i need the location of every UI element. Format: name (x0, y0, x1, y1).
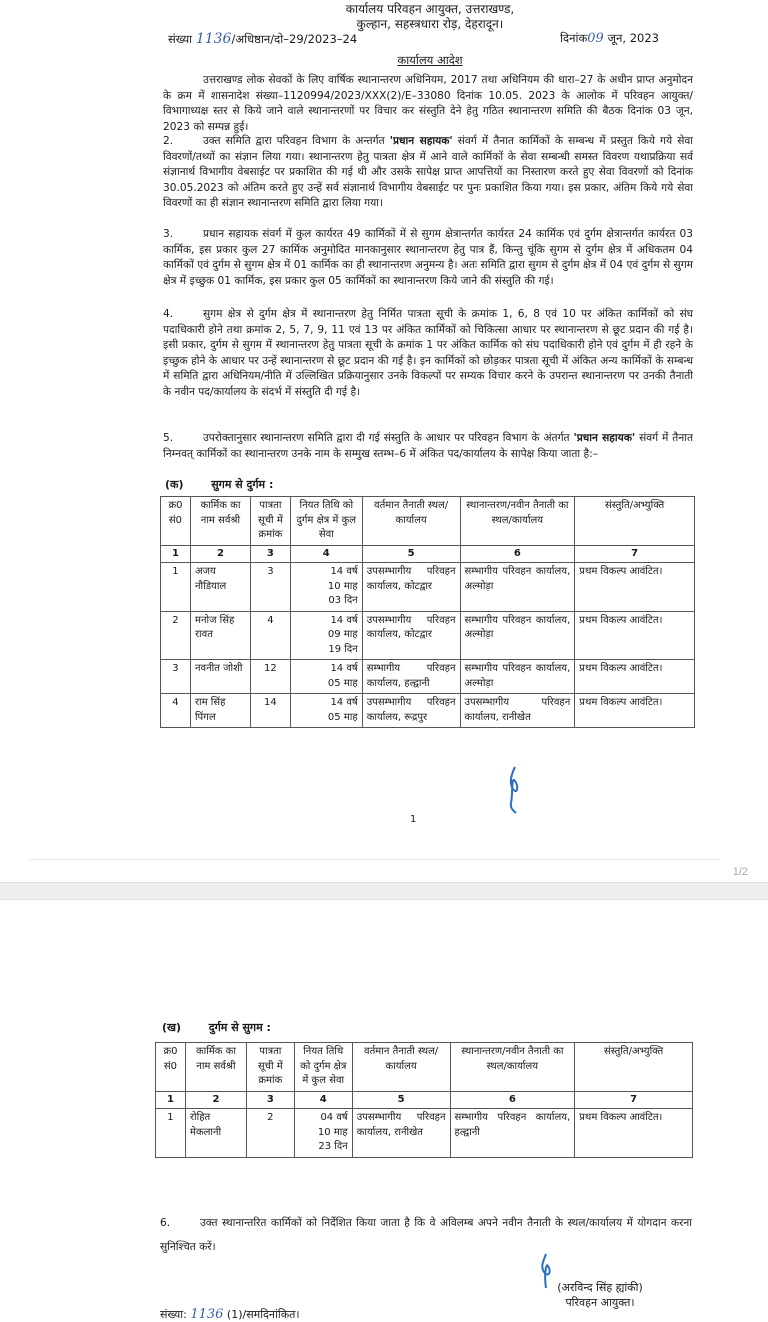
reference-number (168, 31, 357, 47)
paragraph-1 (163, 73, 693, 135)
column-number: 5 (362, 545, 460, 563)
order-date (560, 31, 659, 46)
paragraph-6-text: उक्त स्थानान्तरित कार्मिकों को निर्देशित किया जाता है कि वे अविलम्ब अपने नवीन तैनाती के स्थल/कार्यालय में योगदान करना सुनिश्चित करें। (160, 1217, 692, 1253)
cell-remark: प्रथम विकल्प आवंटित। (575, 1109, 693, 1158)
column-number: 1 (161, 545, 191, 563)
cell-serial-number: 1 (161, 563, 191, 612)
column-number: 7 (575, 545, 695, 563)
transfer-table-durgam-to-sugam (155, 1042, 693, 1158)
signature-initial (505, 765, 525, 815)
service-part: 03 दिन (328, 595, 358, 606)
column-number: 6 (450, 1091, 575, 1109)
bottom-ref-suffix: (1)/समदिनांकित। (226, 1308, 300, 1321)
transfer-table-sugam-to-durgam (160, 496, 695, 728)
col-header-remark: संस्तुति/अभ्युक्ति (575, 497, 695, 546)
service-part: 09 माह (327, 629, 358, 640)
paragraph-3-text: प्रधान सहायक संवर्ग में कुल कार्यरत 49 कार्मिकों में से सुगम क्षेत्रान्तर्गत कार्यरत 24 कार्मिक एवं दुर्गम क्षेत्रान्तर्गत कार्यरत 03 कार्मिक, इस प्रकार कुल 27 कार्मिक अनुमोदित मानकानुसार स्थानान्तरण हेतु पात्र हैं, किन्तु चूंकि सुगम से दुर्गम क्षेत्र में अधिकतम 04 कार्मिकों एवं दुर्गम से सुगम क्षेत्र में 01 कार्मिक का ही स्थानान्तरण अनुमन्य है। अतः समिति द्वारा सुगम से दुर्गम क्षेत्र में 04 एवं दुर्गम से सुगम क्षेत्र में इच्छुक 01 कार्मिक, इस प्रकार कुल 05 कार्मिकों का स्थानान्तरण किये जाने की संस्तुति की गई। (163, 228, 693, 287)
paragraph-5-text-b: संवर्ग में तैनात निम्नवत् कार्मिकों का स्थानान्तरण उनके नाम के सम्मुख स्तम्भ–6 में अंकित पद/कार्यालय के सापेक्ष किया जाता है:– (163, 432, 693, 460)
cell-list-number: 3 (250, 563, 290, 612)
table-row (161, 694, 695, 728)
col-header-name: कार्मिक का नाम सर्वश्री (185, 1043, 246, 1092)
col-header-sn: क्र0 सं0 (161, 497, 191, 546)
paragraph-3 (163, 227, 693, 289)
cell-new-posting: सम्भागीय परिवहन कार्यालय, अल्मोड़ा (460, 611, 575, 660)
cell-list-number: 12 (250, 660, 290, 694)
cell-list-number: 4 (250, 611, 290, 660)
page-bottom-divider (30, 859, 720, 860)
cell-remark: प्रथम विकल्प आवंटित। (575, 611, 695, 660)
cell-list-number: 14 (250, 694, 290, 728)
table-row (156, 1109, 693, 1158)
order-title: कार्यालय आदेश (397, 53, 463, 67)
office-address: कुल्हान, सहस्त्रधारा रोड़, देहरादून। (356, 17, 504, 31)
paragraph-4-text: सुगम क्षेत्र से दुर्गम क्षेत्र में स्थानान्तरण हेतु निर्मित पात्रता सूची के क्रमांक 1, 6, 8 एवं 10 पर अंकित कार्मिकों को संघ पदाधिकारी होने तथा क्रमांक 2, 5, 7, 9, 11 एवं 13 पर अंकित कार्मिकों को चिकित्सा आधार पर स्थानान्तरण से छूट प्रदान की गई है। इसी प्रकार, दुर्गम से सुगम में स्थानान्तरण हेतु पात्रता सूची के क्रमांक 1 पर अंकित कार्मिक को संघ पदाधिकारी होने एवं दुर्गम में ही रहने के इच्छुक होने के आधार पर उन्हें स्थानान्तरण से छूट प्रदान की गई है। इन कार्मिकों को छोड़कर पात्रता सूची में अंकित अन्य कार्मिकों के सम्बन्ध में समिति द्वारा अधिनियम/नीति में उल्लिखित प्रक्रियानुसार उनके विकल्पों पर सम्यक विचार करने के उपरान्त स्थानान्तरण पर उनकी तैनाती के नवीन पद/कार्यालय के संदर्भ में संस्तुति दी गई है। (163, 308, 693, 398)
page-footer-number: 1 (410, 814, 417, 825)
cell-current-posting: उपसम्भागीय परिवहन कार्यालय, कोटद्वार (362, 611, 460, 660)
bottom-ref-number-handwritten: 1136 (190, 1307, 224, 1322)
col-header-current-posting: वर्तमान तैनाती स्थल/कार्यालय (362, 497, 460, 546)
paragraph-5 (163, 431, 693, 462)
col-header-current-posting: वर्तमान तैनाती स्थल/कार्यालय (352, 1043, 450, 1092)
cell-new-posting: उपसम्भागीय परिवहन कार्यालय, रानीखेत (460, 694, 575, 728)
cell-serial-number: 1 (156, 1109, 186, 1158)
col-header-sn: क्र0 सं0 (156, 1043, 186, 1092)
table-row (161, 611, 695, 660)
cell-serial-number: 2 (161, 611, 191, 660)
page-separator (0, 882, 768, 900)
cell-remark: प्रथम विकल्प आवंटित। (575, 660, 695, 694)
paragraph-number: 5. (163, 432, 174, 444)
paragraph-number: 3. (163, 228, 174, 240)
section-a-title: सुगम से दुर्गम : (211, 478, 274, 491)
section-a-label (165, 477, 273, 492)
cell-new-posting: सम्भागीय परिवहन कार्यालय, अल्मोड़ा (460, 660, 575, 694)
cell-current-posting: उपसम्भागीय परिवहन कार्यालय, कोटद्वार (362, 563, 460, 612)
cadre-name: 'प्रधान सहायक' (573, 432, 636, 444)
section-b-title: दुर्गम से सुगम : (208, 1021, 271, 1034)
paragraph-1-text: उत्तराखण्ड लोक सेवकों के लिए वार्षिक स्थानान्तरण अधिनियम, 2017 तथा अधिनियम की धारा–27 के अधीन प्राप्त अनुमोदन के क्रम में शासनादेश संख्या–1120994/2023/XXX(2)/E–33080 दिनांक 10.05. 2023 के आलोक में परिवहन आयुक्त/विभागाध्यक्ष स्तर से किये जाने वाले स्थानान्तरणों पर विचार कर संस्तुति देने हेतु गठित स्थानान्तरण समिति की बैठक दिनांक 03 जून, 2023 को सम्पन्न हुई। (163, 74, 693, 133)
service-part: 10 माह (317, 1126, 348, 1138)
column-number: 6 (460, 545, 575, 563)
table-body (156, 1109, 693, 1158)
column-number: 2 (190, 545, 250, 563)
cell-list-number: 2 (246, 1109, 294, 1158)
service-part: 10 माह (327, 580, 358, 592)
signatory-block (500, 1280, 700, 1310)
signatory-designation: परिवहन आयुक्त। (565, 1296, 635, 1309)
col-header-remark: संस्तुति/अभ्युक्ति (575, 1043, 693, 1092)
paragraph-4 (163, 307, 693, 400)
paragraph-2-text-a: उक्त समिति द्वारा परिवहन विभाग के अन्तर्गत (203, 135, 385, 147)
signatory-name: (अरविन्द सिंह ह्यांकी) (557, 1281, 643, 1294)
cell-service-duration (290, 563, 362, 612)
document-page-2 (0, 900, 768, 1320)
paragraph-6 (160, 1211, 692, 1259)
cell-employee-name: मनोज सिंह रावत (190, 611, 250, 660)
cell-current-posting: उपसम्भागीय परिवहन कार्यालय, रानीखेत (352, 1109, 450, 1158)
column-number: 2 (185, 1091, 246, 1109)
office-name: कार्यालय परिवहन आयुक्त, उत्तराखण्ड, (345, 2, 515, 16)
paragraph-2 (163, 134, 693, 212)
col-header-service: नियत तिथि को दुर्गम क्षेत्र में कुल सेवा (290, 497, 362, 546)
bottom-ref-prefix: संख्या: (160, 1308, 187, 1321)
cell-service-duration (290, 611, 362, 660)
table-row (161, 563, 695, 612)
column-number: 5 (352, 1091, 450, 1109)
cell-new-posting: सम्भागीय परिवहन कार्यालय, हल्द्वानी (450, 1109, 575, 1158)
paragraph-number: 4. (163, 308, 174, 320)
column-number: 1 (156, 1091, 186, 1109)
cell-service-duration (290, 694, 362, 728)
cell-remark: प्रथम विकल्प आवंटित। (575, 563, 695, 612)
table-header-row (161, 497, 695, 546)
service-part: 14 वर्ष (330, 663, 358, 674)
service-part: 14 वर्ष (330, 697, 358, 708)
col-header-list-no: पात्रता सूची में क्रमांक (250, 497, 290, 546)
page-indicator: 1/2 (732, 866, 748, 878)
col-header-list-no: पात्रता सूची में क्रमांक (246, 1043, 294, 1092)
cell-employee-name: अजय नौडियाल (190, 563, 250, 612)
col-header-new-posting: स्थानान्तरण/नवीन तैनाती का स्थल/कार्यालय (460, 497, 575, 546)
cell-serial-number: 3 (161, 660, 191, 694)
date-prefix: दिनांक (560, 31, 588, 45)
column-number: 4 (294, 1091, 352, 1109)
cell-service-duration (290, 660, 362, 694)
service-part: 14 वर्ष (330, 566, 358, 577)
column-number: 4 (290, 545, 362, 563)
section-b-label (162, 1020, 271, 1035)
col-header-service: नियत तिथि को दुर्गम क्षेत्र में कुल सेवा (294, 1043, 352, 1092)
col-header-name: कार्मिक का नाम सर्वश्री (190, 497, 250, 546)
service-part: 05 माह (327, 677, 358, 689)
col-header-new-posting: स्थानान्तरण/नवीन तैनाती का स्थल/कार्यालय (450, 1043, 575, 1092)
cadre-name: 'प्रधान सहायक' (389, 135, 453, 147)
paragraph-number: 6. (160, 1217, 171, 1229)
paragraph-number: 2. (163, 135, 174, 147)
cell-employee-name: राम सिंह पिंगल (190, 694, 250, 728)
cell-employee-name: नवनीत जोशी (190, 660, 250, 694)
ref-prefix: संख्या (168, 32, 193, 46)
table-header-row (156, 1043, 693, 1092)
column-number: 3 (250, 545, 290, 563)
cell-current-posting: सम्भागीय परिवहन कार्यालय, हल्द्वानी (362, 660, 460, 694)
cell-employee-name: रोहित मेकलानी (185, 1109, 246, 1158)
cell-current-posting: उपसम्भागीय परिवहन कार्यालय, रूद्रपुर (362, 694, 460, 728)
cell-remark: प्रथम विकल्प आवंटित। (575, 694, 695, 728)
paragraph-2-text-b: संवर्ग में तैनात कार्मिकों के सम्बन्ध में प्रस्तुत किये गये सेवा विवरणों/तथ्यों का संज्ञान लिया गया। स्थानान्तरण हेतु पात्रता क्षेत्र में आने वाले कार्मिकों के सेवा सम्बन्धी समस्त विवरण यथाप्रक्रिया सर्व संज्ञानार्थ विभागीय वेबसाईट पर प्रकाशित की गई थी और उसके सापेक्ष प्राप्त आपत्तियों का निस्तारण करते हुए सेवा विवरणों को दिनांक 30.05.2023 को अंतिम करते हुए उन्हें सर्व संज्ञानार्थ विभागीय वेबसाईट पर पुनः प्रकाशित किया गया। इस प्रकार, अंतिम किये गये सेवा विवरणों का ही संज्ञान स्थानान्तरण समिति द्वारा लिया गया। (163, 135, 693, 209)
column-number-row (161, 545, 695, 563)
cell-service-duration (294, 1109, 352, 1158)
paragraph-5-text-a: उपरोक्तानुसार स्थानान्तरण समिति द्वारा दी गई संस्तुति के आधार पर परिवहन विभाग के अंतर्गत (203, 432, 570, 444)
service-part: 19 दिन (328, 643, 358, 655)
section-b-prefix: (ख) (162, 1021, 182, 1034)
section-a-prefix: (क) (165, 478, 184, 491)
date-day-handwritten: 09 (587, 31, 604, 46)
ref-number-handwritten: 1136 (195, 31, 232, 47)
service-part: 05 माह (327, 711, 358, 723)
table-row (161, 660, 695, 694)
date-suffix: जून, 2023 (607, 31, 659, 45)
column-number-row (156, 1091, 693, 1109)
table-body (161, 563, 695, 728)
cell-serial-number: 4 (161, 694, 191, 728)
service-part: 14 वर्ष (330, 614, 358, 626)
service-part: 23 दिन (318, 1141, 348, 1152)
ref-suffix: /अधिष्ठान/दो–29/2023–24 (231, 32, 358, 46)
column-number: 7 (575, 1091, 693, 1109)
cell-new-posting: सम्भागीय परिवहन कार्यालय, अल्मोड़ा (460, 563, 575, 612)
service-part: 04 वर्ष (320, 1112, 348, 1123)
column-number: 3 (246, 1091, 294, 1109)
